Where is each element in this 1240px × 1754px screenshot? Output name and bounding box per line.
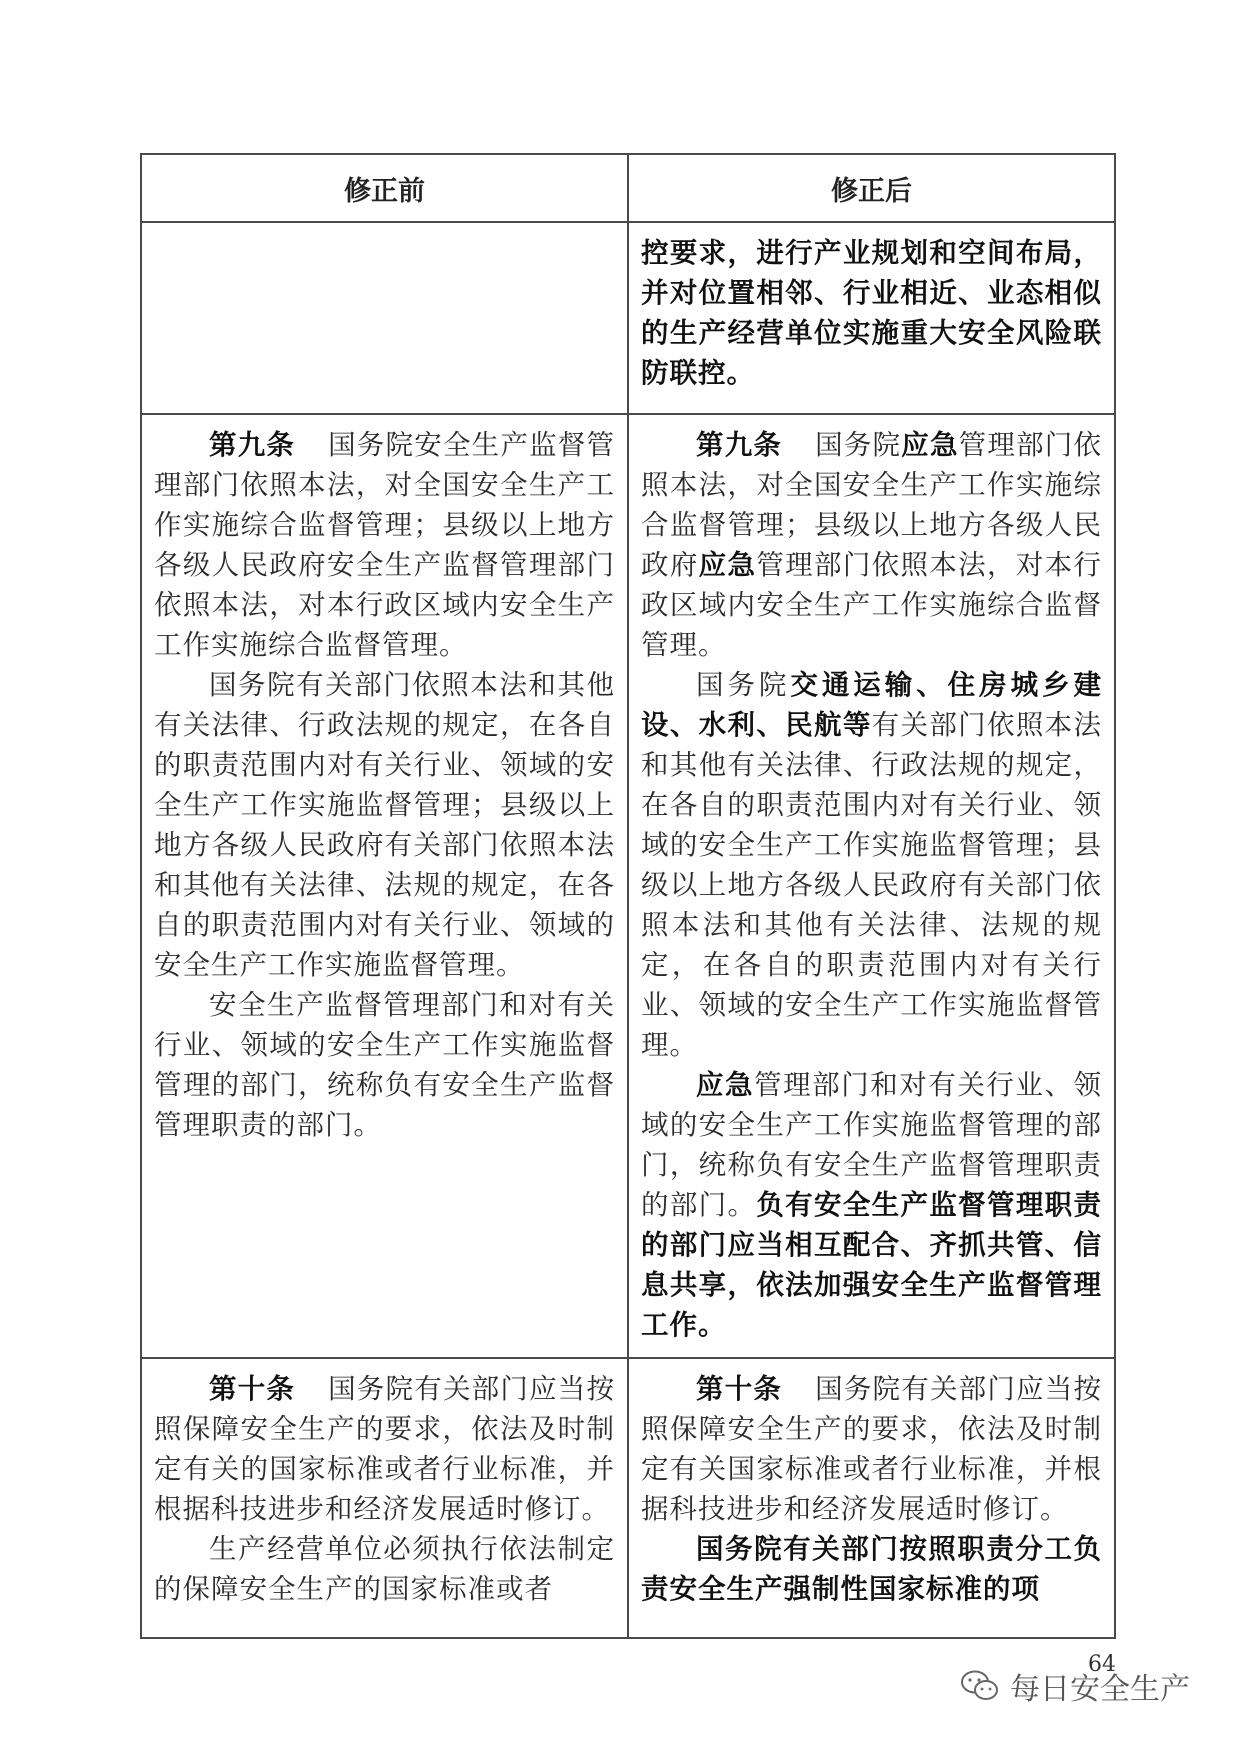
comparison-table xyxy=(140,153,1116,1639)
wechat-icon xyxy=(960,1669,1000,1703)
article10-before-p2: 生产经营单位必须执行依法制定的保障安全生产的国家标准或者 xyxy=(154,1533,615,1605)
article9-after-p1-a: 国务院 xyxy=(815,429,902,461)
article10-after-p2: 国务院有关部门按照职责分工负责安全生产强制性国家标准的项 xyxy=(641,1533,1102,1605)
row2-before-cell xyxy=(141,414,628,1358)
article9-before-p3: 安全生产监督管理部门和对有关行业、领域的安全生产工作实施监督管理的部门，统称负有安全生产监督管理职责的部门。 xyxy=(154,989,615,1141)
row3-after-cell xyxy=(628,1358,1115,1638)
header-before: 修正前 xyxy=(141,154,628,222)
article9-after-p3-emph1: 应急 xyxy=(696,1069,755,1101)
article9-after-p3 xyxy=(641,1065,1102,1345)
article10-after-p1-text: 国务院有关部门应当按照保障安全生产的要求，依法及时制定有关国家标准或者行业标准，并根据科技进步和经济发展适时修订。 xyxy=(641,1373,1102,1525)
page-number: 64 xyxy=(1088,1652,1116,1677)
article9-before-title: 第九条 xyxy=(209,429,296,461)
row1-before-cell xyxy=(141,222,628,414)
article10-before-p1-text: 国务院有关部门应当按照保障安全生产的要求，依法及时制定有关的国家标准或者行业标准，并根据科技进步和经济发展适时修订。 xyxy=(154,1373,615,1525)
article10-after-p1 xyxy=(641,1369,1102,1529)
article9-after-p2-a: 国务院 xyxy=(696,669,791,701)
row3-before-cell xyxy=(141,1358,628,1638)
article9-before-p2: 国务院有关部门依照本法和其他有关法律、行政法规的规定，在各自的职责范围内对有关行业、领域的安全生产工作实施监督管理；县级以上地方各级人民政府有关部门依照本法和其他有关法律、法规的规定，在各自的职责范围内对有关行业、领域的安全生产工作实施监督管理。 xyxy=(154,669,615,981)
row1-after-cell xyxy=(628,222,1115,414)
header-after: 修正后 xyxy=(628,154,1115,222)
article9-after-p1-c: 管理部门依照本法，对全国安全生产工作实施综合监督管理；县级以上地方各级人民政府 xyxy=(641,429,1103,581)
watermark-text: 每日安全生产 xyxy=(1010,1672,1190,1707)
article10-before-title: 第十条 xyxy=(209,1373,296,1405)
article9-after-p3-emph2: 负有安全生产监督管理职责的部门应当相互配合、齐抓共管、信息共享，依法加强安全生产监督管理工作。 xyxy=(641,1189,1103,1341)
article9-after-p2-emph: 交通运输、住房城乡建设、水利、民航等 xyxy=(641,669,1102,741)
article9-before-p1-text: 国务院安全生产监督管理部门依照本法，对全国安全生产工作实施综合监督管理；县级以上地方各级人民政府安全生产监督管理部门依照本法，对本行政区域内安全生产工作实施综合监督管理。 xyxy=(154,429,615,661)
article9-before-p1 xyxy=(154,425,615,665)
row1-after-text: 控要求，进行产业规划和空间布局，并对位置相邻、行业相近、业态相似的生产经营单位实施重大安全风险联防联控。 xyxy=(641,237,1102,389)
article9-after-p1 xyxy=(641,425,1102,665)
article9-after-p3-b: 管理部门和对有关行业、领域的安全生产工作实施监督管理的部门，统称负有安全生产监督管理职责的部门。 xyxy=(641,1069,1103,1221)
article10-before-p1 xyxy=(154,1369,615,1529)
article9-after-title: 第九条 xyxy=(696,429,783,461)
watermark xyxy=(960,1664,1190,1708)
article9-after-p1-emph1: 应急 xyxy=(901,429,959,461)
article9-after-p2-c: 有关部门依照本法和其他有关法律、行政法规的规定，在各自的职责范围内对有关行业、领域的安全生产工作实施监督管理；县级以上地方各级人民政府有关部门依照本法和其他有关法律、法规的规定，在各自的职责范围内对有关行业、领域的安全生产工作实施监督管理。 xyxy=(641,709,1103,1061)
row2-after-cell xyxy=(628,414,1115,1358)
article9-after-p2 xyxy=(641,665,1102,1065)
article10-after-title: 第十条 xyxy=(696,1373,783,1405)
article9-after-p1-emph2: 应急 xyxy=(698,549,757,581)
article9-after-p1-e: 管理部门依照本法，对本行政区域内安全生产工作实施综合监督管理。 xyxy=(641,549,1103,661)
